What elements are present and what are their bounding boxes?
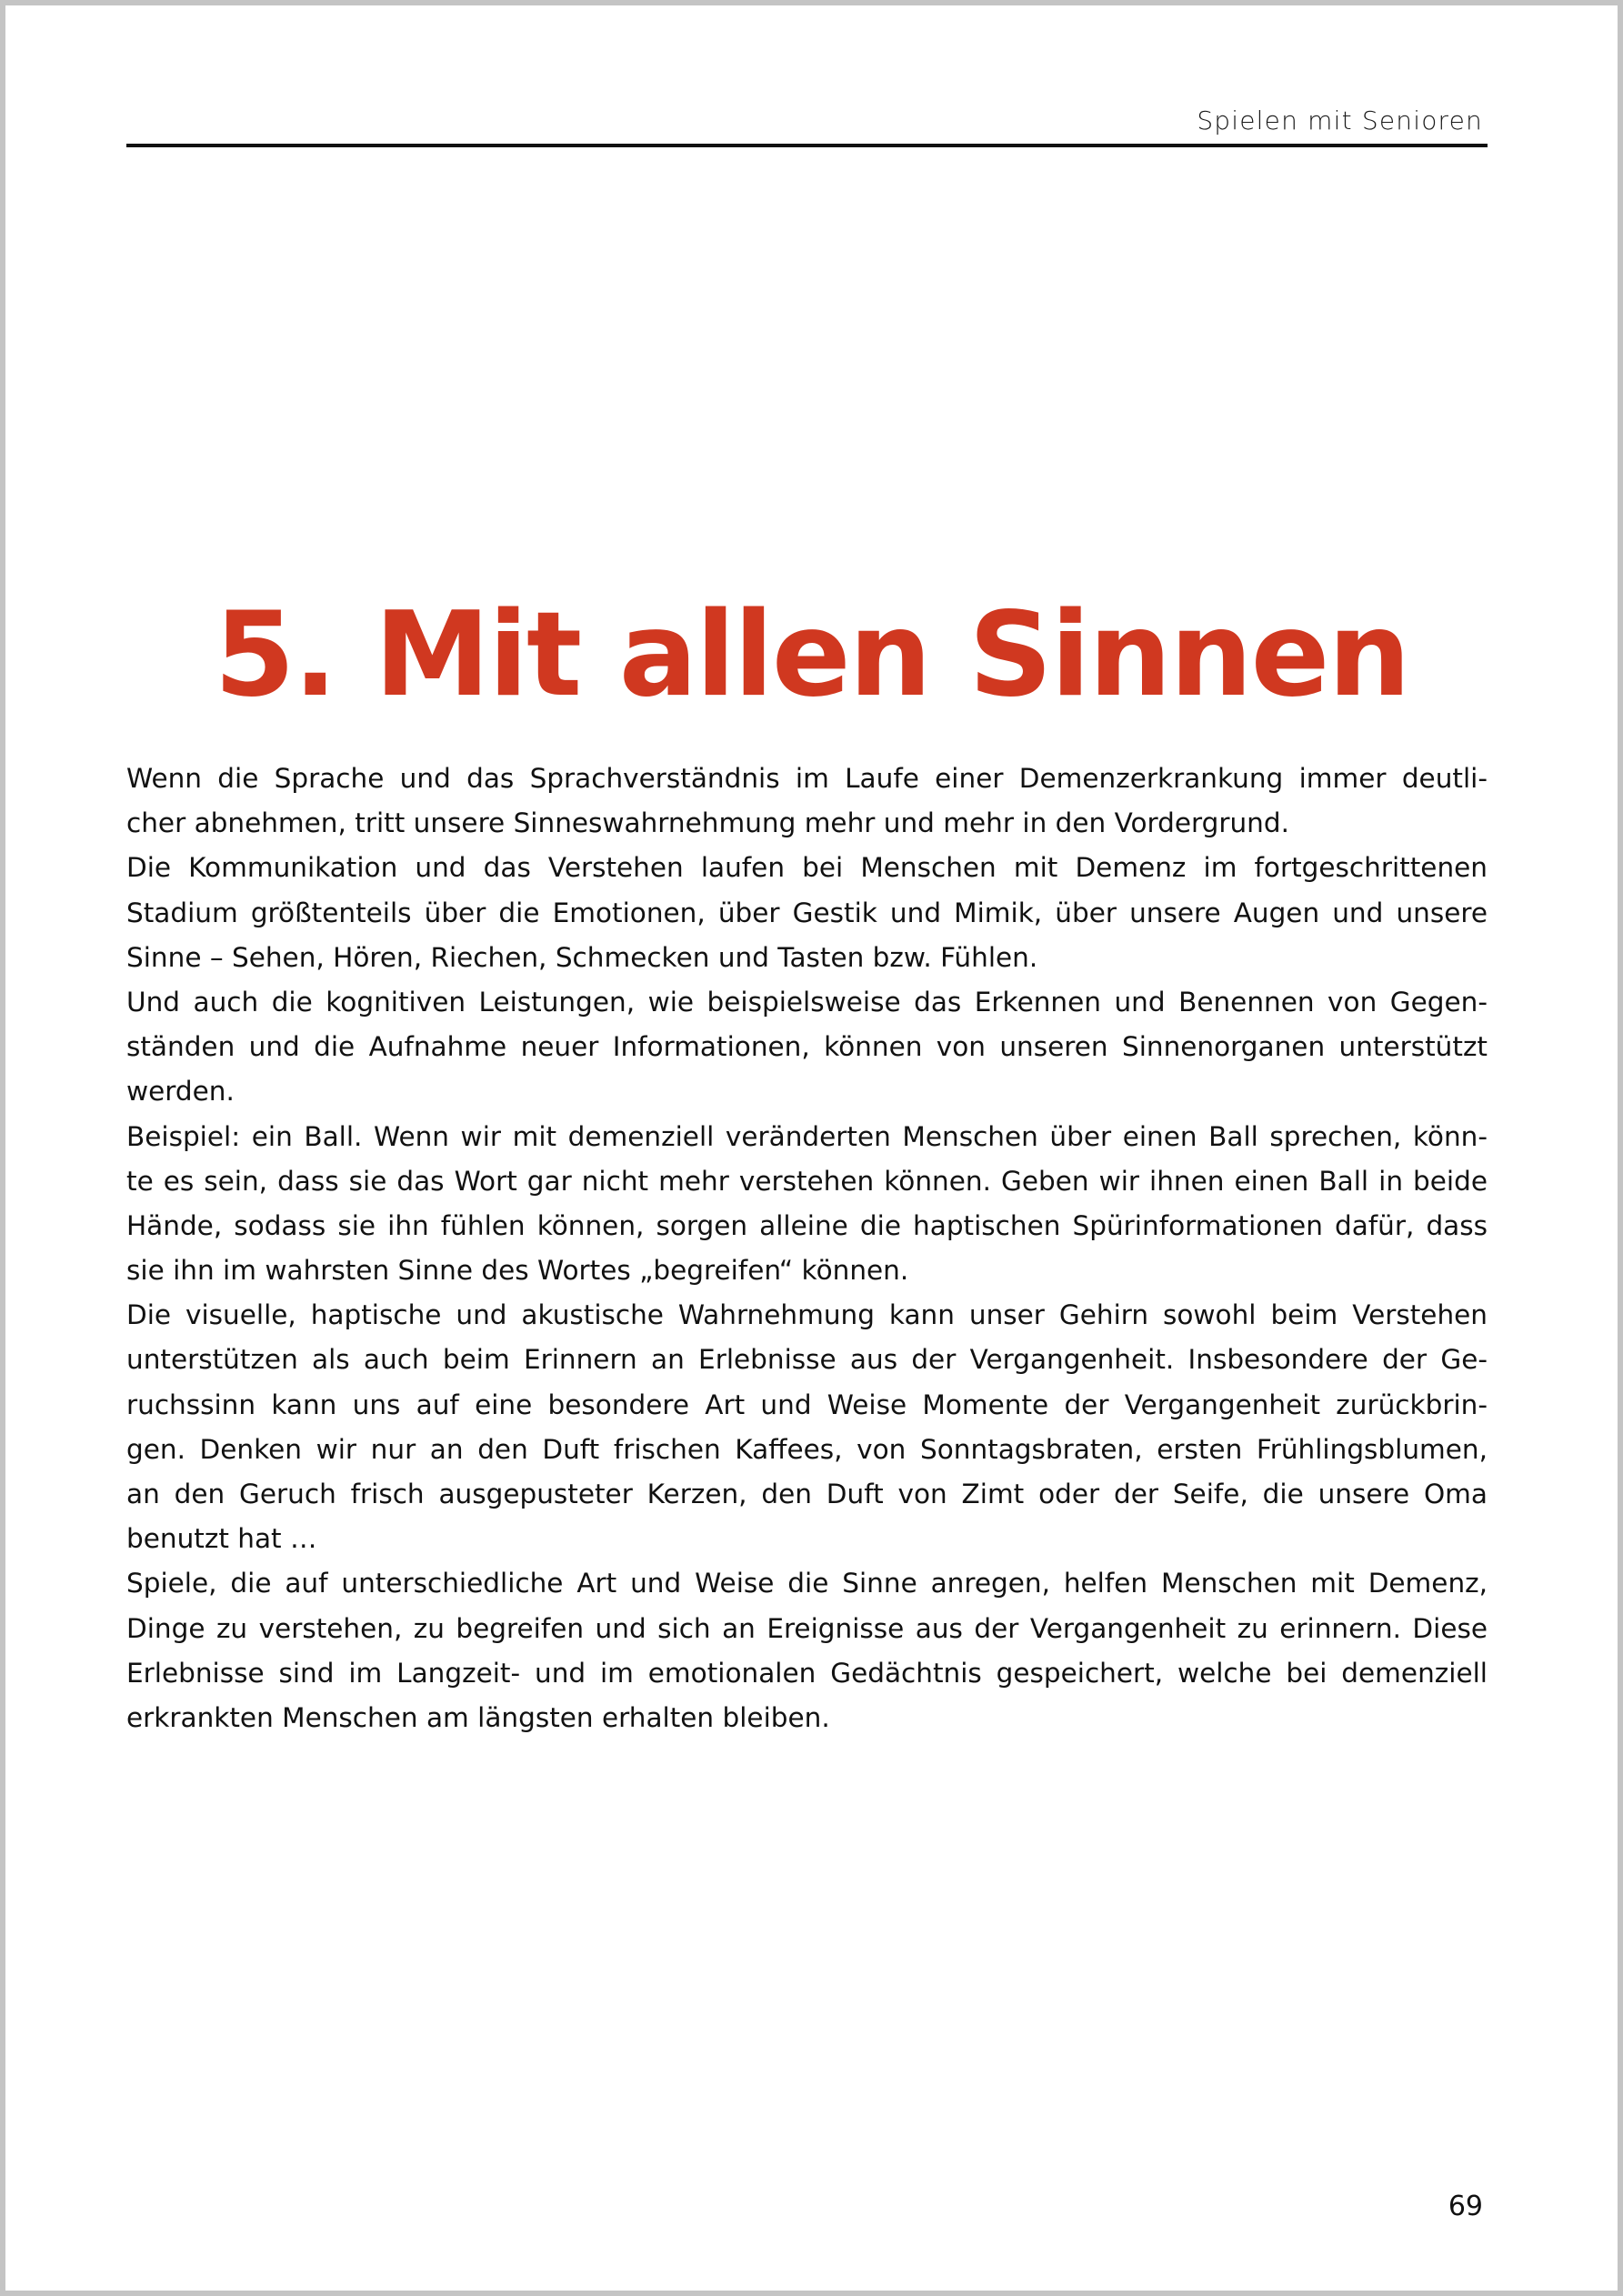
text-line: werden. bbox=[126, 1076, 235, 1108]
text-line: te es sein, dass sie das Wort gar nicht mehr verstehen können. Geben wir ihnen einen Ball in beide bbox=[126, 1165, 1488, 1197]
text-line: Stadium größtenteils über die Emotionen, über Gestik und Mimik, über unsere Augen und unsere bbox=[126, 897, 1488, 928]
chapter-title: 5. Mit allen Sinnen bbox=[214, 587, 1409, 723]
text-line: Und auch die kognitiven Leistungen, wie beispielsweise das Erkennen und Benennen von Gegen- bbox=[126, 986, 1488, 1018]
text-line: Sinne – Sehen, Hören, Riechen, Schmecken und Tasten bzw. Fühlen. bbox=[126, 941, 1038, 973]
body-text bbox=[126, 757, 1488, 1740]
text-line: erkrankten Menschen am längsten erhalten bleiben. bbox=[126, 1701, 830, 1733]
text-line: Beispiel: ein Ball. Wenn wir mit demenziell veränderten Menschen über einen Ball sprechen, könn- bbox=[126, 1120, 1488, 1152]
text-line: ruchssinn kann uns auf eine besondere Art und Weise Momente der Vergangenheit zurückbrin- bbox=[126, 1389, 1488, 1420]
text-line: sie ihn im wahrsten Sinne des Wortes „begreifen“ können. bbox=[126, 1255, 909, 1287]
paragraph-1 bbox=[126, 757, 1488, 846]
page-number: 69 bbox=[1448, 2191, 1483, 2222]
text-line: Wenn die Sprache und das Sprachverständnis im Laufe einer Demenzerkrankung immer deutli- bbox=[126, 763, 1488, 794]
paragraph-3 bbox=[126, 980, 1488, 1115]
text-line: Hände, sodass sie ihn fühlen können, sorgen alleine die haptischen Spürinformationen dafür, dass bbox=[126, 1209, 1488, 1241]
text-line: ständen und die Aufnahme neuer Informationen, können von unseren Sinnenorganen unterstützt bbox=[126, 1031, 1488, 1063]
book-page bbox=[5, 5, 1618, 2291]
text-line: Dinge zu verstehen, zu begreifen und sich an Ereignisse aus der Vergangenheit zu erinnern. Diese bbox=[126, 1612, 1488, 1644]
paragraph-6 bbox=[126, 1561, 1488, 1740]
paragraph-5 bbox=[126, 1293, 1488, 1561]
text-line: gen. Denken wir nur an den Duft frischen Kaffees, von Sonntagsbraten, ersten Frühlingsblumen, bbox=[126, 1433, 1488, 1465]
text-line: an den Geruch frisch ausgepusteter Kerzen, den Duft von Zimt oder der Seife, die unsere Oma bbox=[126, 1479, 1488, 1509]
header-rule bbox=[126, 144, 1488, 147]
paragraph-4 bbox=[126, 1115, 1488, 1294]
running-header: Spielen mit Senioren bbox=[1197, 105, 1483, 135]
text-line: unterstützen als auch beim Erinnern an Erlebnisse aus der Vergangenheit. Insbesondere der Ge- bbox=[126, 1344, 1488, 1376]
paragraph-2 bbox=[126, 846, 1488, 980]
text-line: Spiele, die auf unterschiedliche Art und Weise die Sinne anregen, helfen Menschen mit Demenz, bbox=[126, 1568, 1488, 1599]
text-line: Erlebnisse sind im Langzeit- und im emotionalen Gedächtnis gespeichert, welche bei demenziell bbox=[126, 1657, 1488, 1689]
text-line: Die visuelle, haptische und akustische Wahrnehmung kann unser Gehirn sowohl beim Verstehen bbox=[126, 1299, 1488, 1331]
text-line: cher abnehmen, tritt unsere Sinneswahrnehmung mehr und mehr in den Vordergrund. bbox=[126, 807, 1289, 839]
text-line: benutzt hat … bbox=[126, 1523, 317, 1555]
text-line: Die Kommunikation und das Verstehen laufen bei Menschen mit Demenz im fortgeschrittenen bbox=[126, 852, 1488, 884]
